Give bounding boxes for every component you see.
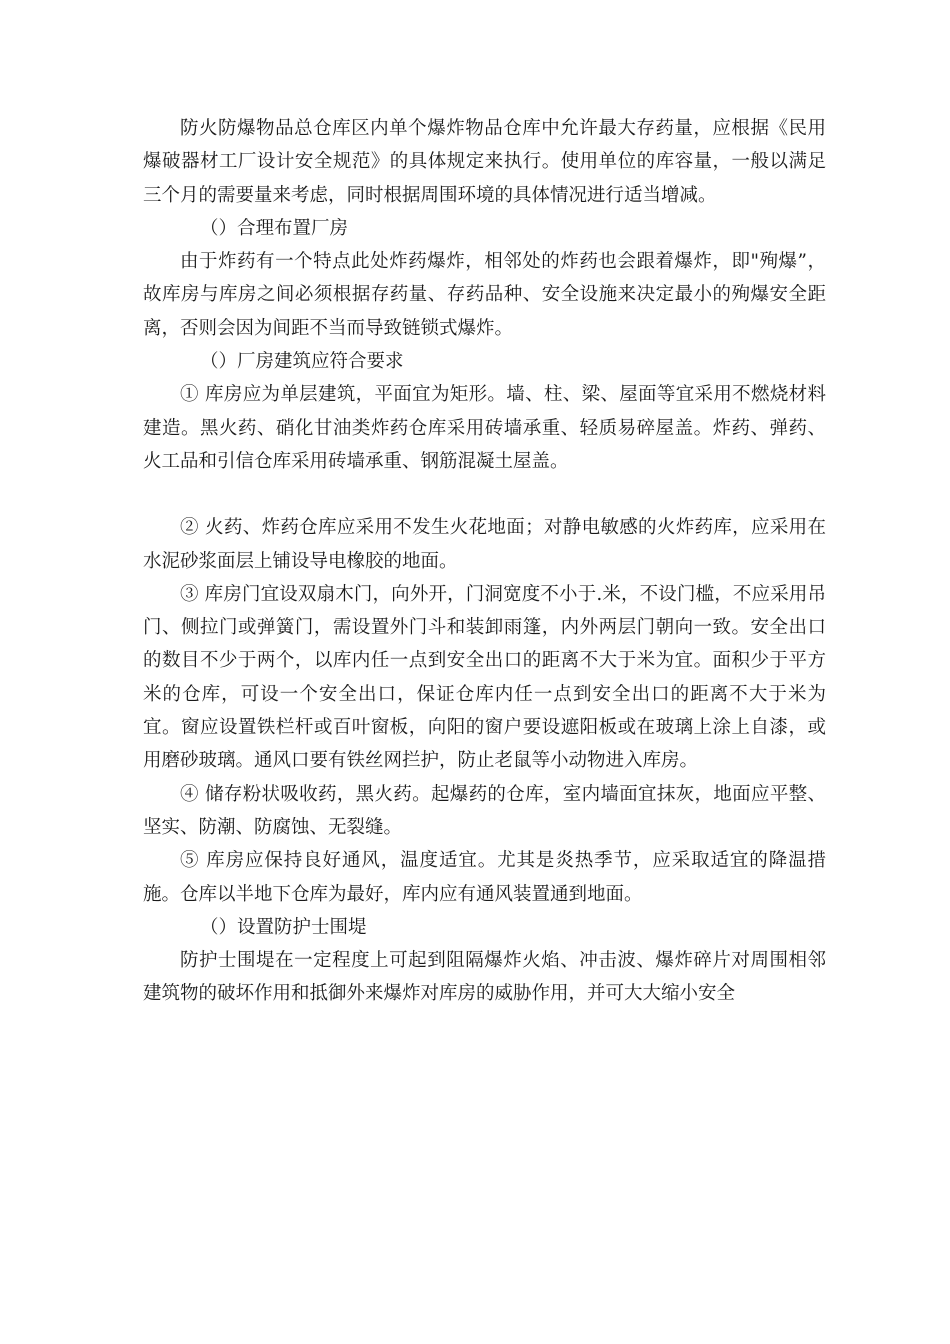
heading-protective-embankment: （）设置防护士围堤 bbox=[200, 916, 367, 938]
paragraph-embankment: 防护士围堤在一定程度上可起到阻隔爆炸火焰、冲击波、爆炸碎片对周围相邻建筑物的破坏作用和抵御外来爆炸对库房的威胁作用，并可大大缩小安全 bbox=[143, 950, 826, 1005]
paragraph-item-5: ⑤ 库房应保持良好通风，温度适宜。尤其是炎热季节，应采取适宜的降温措施。仓库以半地下仓库为最好，库内应有通风装置通到地面。 bbox=[143, 850, 826, 905]
paragraph-item-3: ③ 库房门宜设双扇木门，向外开，门洞宽度不小于.米，不设门槛，不应采用吊门、侧拉门或弹簧门，需设置外门斗和装卸雨篷，内外两层门朝向一致。安全出口的数目不少于两个，以库内任一点到安全出口的距离不大于米为宜。面积少于平方米的仓库，可设一个安全出口，保证仓库内任一点到安全出口的距离不大于米为宜。窗应设置铁栏杆或百叶窗板，向阳的窗户要设遮阳板或在玻璃上涂上自漆，或用磨砂玻璃。通风口要有铁丝网拦护，防止老鼠等小动物进入库房。 bbox=[143, 583, 826, 772]
paragraph-storage-capacity: 防火防爆物品总仓库区内单个爆炸物品仓库中允许最大存药量，应根据《民用爆破器材工厂设计安全规范》的具体规定来执行。使用单位的库容量，一般以满足三个月的需要量来考虑，同时根据周围环境的具体情况进行适当增减。 bbox=[143, 118, 826, 206]
paragraph-gap bbox=[143, 478, 826, 511]
paragraph-sympathetic-detonation: 由于炸药有一个特点此处炸药爆炸，相邻处的炸药也会跟着爆炸，即"殉爆”，故库房与库房之间必须根据存药量、存药品种、安全设施来决定最小的殉爆安全距离，否则会因为间距不当而导致链锁式爆炸。 bbox=[143, 251, 826, 339]
document-body bbox=[143, 112, 826, 1011]
paragraph-item-1: ① 库房应为单层建筑，平面宜为矩形。墙、柱、梁、屋面等宜采用不燃烧材料建造。黑火药、硝化甘油类炸药仓库采用砖墙承重、轻质易碎屋盖。炸药、弹药、火工品和引信仓库采用砖墙承重、钢筋混凝土屋盖。 bbox=[143, 384, 826, 472]
paragraph-item-4: ④ 储存粉状吸收药，黑火药。起爆药的仓库，室内墙面宜抹灰，地面应平整、坚实、防潮、防腐蚀、无裂缝。 bbox=[143, 783, 826, 838]
heading-layout-plant: （）合理布置厂房 bbox=[200, 217, 349, 239]
paragraph-item-2: ② 火药、炸药仓库应采用不发生火花地面；对静电敏感的火炸药库，应采用在水泥砂浆面层上铺设导电橡胶的地面。 bbox=[143, 517, 826, 572]
heading-building-requirements: （）厂房建筑应符合要求 bbox=[200, 351, 404, 373]
